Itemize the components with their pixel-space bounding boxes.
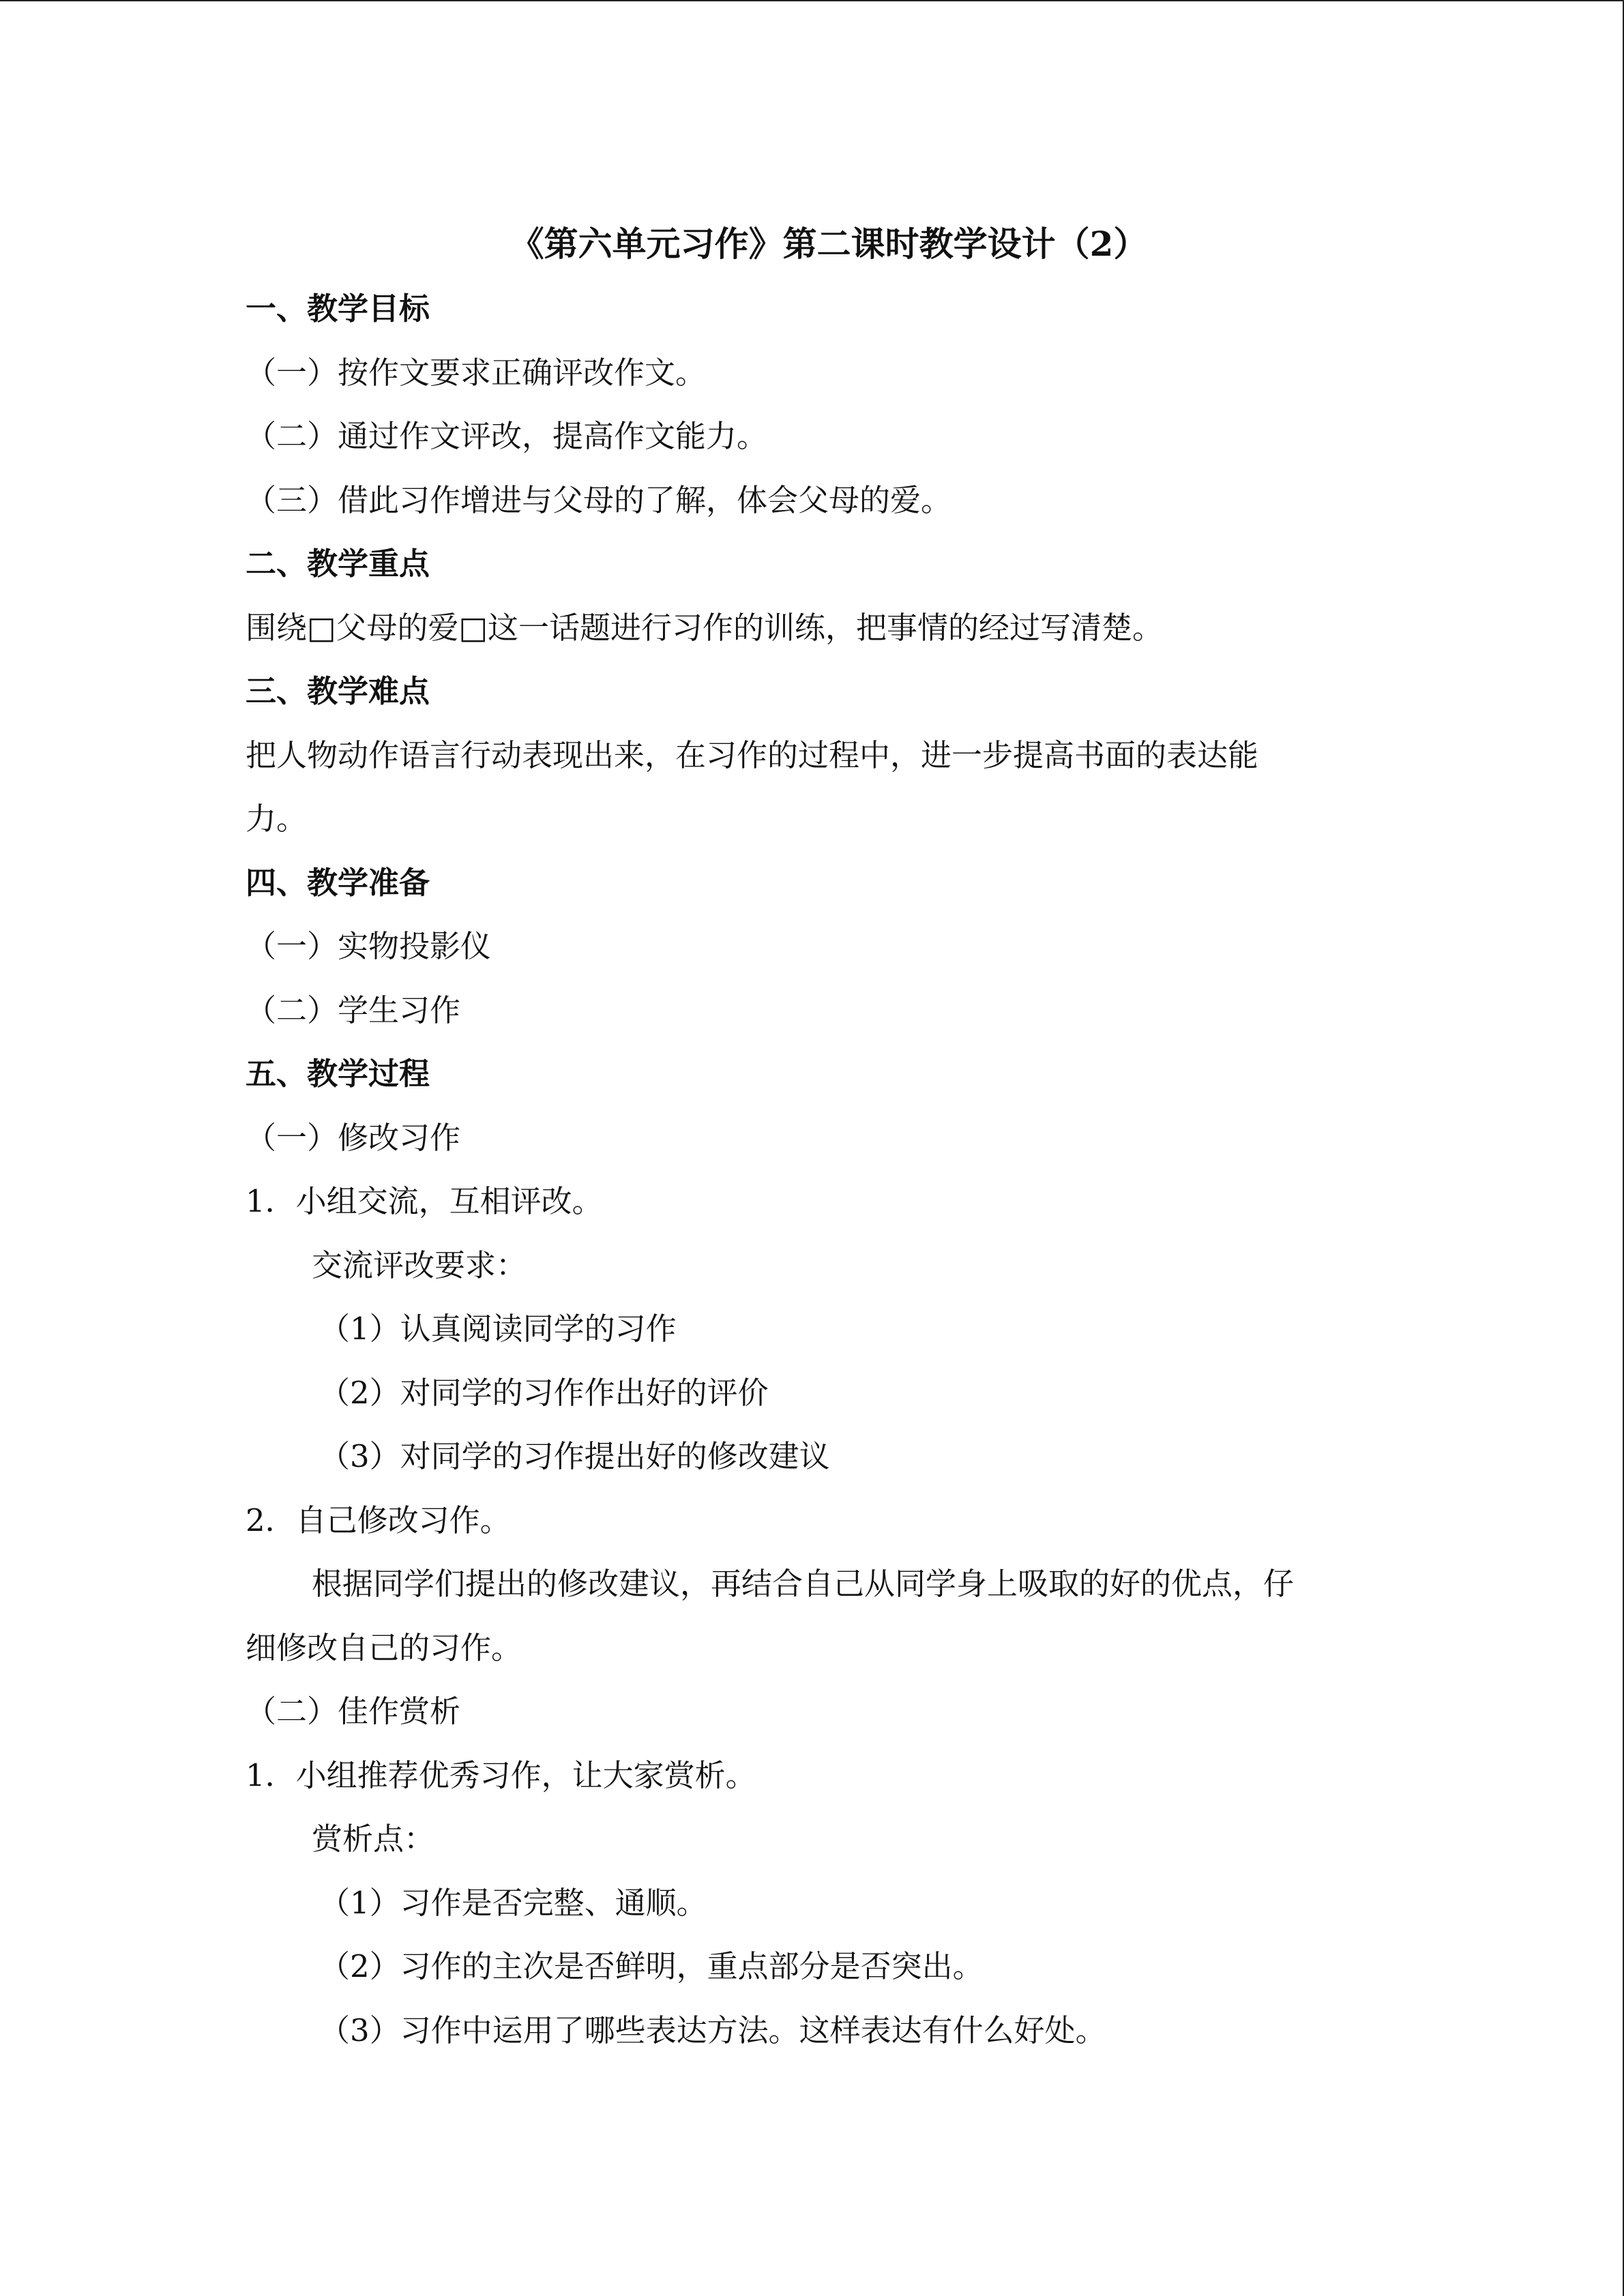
requirement-item: （1）认真阅读同学的习作 — [319, 1311, 677, 1347]
process-note: 赏析点： — [312, 1821, 435, 1857]
requirement-item: （3）对同学的习作提出好的修改建议 — [319, 1438, 830, 1474]
document-title: 《第六单元习作》第二课时教学设计（2） — [510, 224, 1148, 264]
process-step: 1．小组交流，互相评改。 — [246, 1183, 603, 1219]
process-step: 1．小组推荐优秀习作，让大家赏析。 — [246, 1757, 756, 1793]
section-heading-objectives: 一、教学目标 — [246, 290, 430, 327]
key-point-text: 围绕□父母的爱□这一话题进行习作的训练，把事情的经过写清楚。 — [246, 609, 1164, 646]
appreciation-point: （1）习作是否完整、通顺。 — [319, 1884, 707, 1921]
process-subheading: （一）修改习作 — [246, 1119, 461, 1156]
difficulty-text: 把人物动作语言行动表现出来，在习作的过程中，进一步提高书面的表达能 — [246, 736, 1259, 773]
preparation-item: （一）实物投影仪 — [246, 928, 492, 964]
section-heading-difficulties: 三、教学难点 — [246, 673, 430, 709]
document-body — [246, 213, 1364, 2062]
paragraph-text: 根据同学们提出的修改建议，再结合自己从同学身上吸取的好的优点，仔 — [312, 1566, 1295, 1602]
appreciation-point: （3）习作中运用了哪些表达方法。这样表达有什么好处。 — [319, 2012, 1106, 2048]
appreciation-point: （2）习作的主次是否鲜明，重点部分是否突出。 — [319, 1948, 984, 1984]
objective-item: （一）按作文要求正确评改作文。 — [246, 354, 707, 391]
section-heading-key-points: 二、教学重点 — [246, 546, 430, 582]
objective-item: （三）借此习作增进与父母的了解，体会父母的爱。 — [246, 481, 952, 518]
difficulty-text-continued: 力。 — [246, 801, 308, 837]
paragraph-text-continued: 细修改自己的习作。 — [246, 1629, 522, 1666]
section-heading-preparation: 四、教学准备 — [246, 864, 430, 901]
objective-item: （二）通过作文评改，提高作文能力。 — [246, 418, 768, 454]
process-subheading: （二）佳作赏析 — [246, 1693, 461, 1729]
process-step: 2．自己修改习作。 — [246, 1502, 511, 1538]
process-note: 交流评改要求： — [312, 1247, 527, 1283]
preparation-item: （二）学生习作 — [246, 992, 461, 1028]
section-heading-process: 五、教学过程 — [246, 1056, 430, 1092]
requirement-item: （2）对同学的习作作出好的评价 — [319, 1374, 769, 1411]
